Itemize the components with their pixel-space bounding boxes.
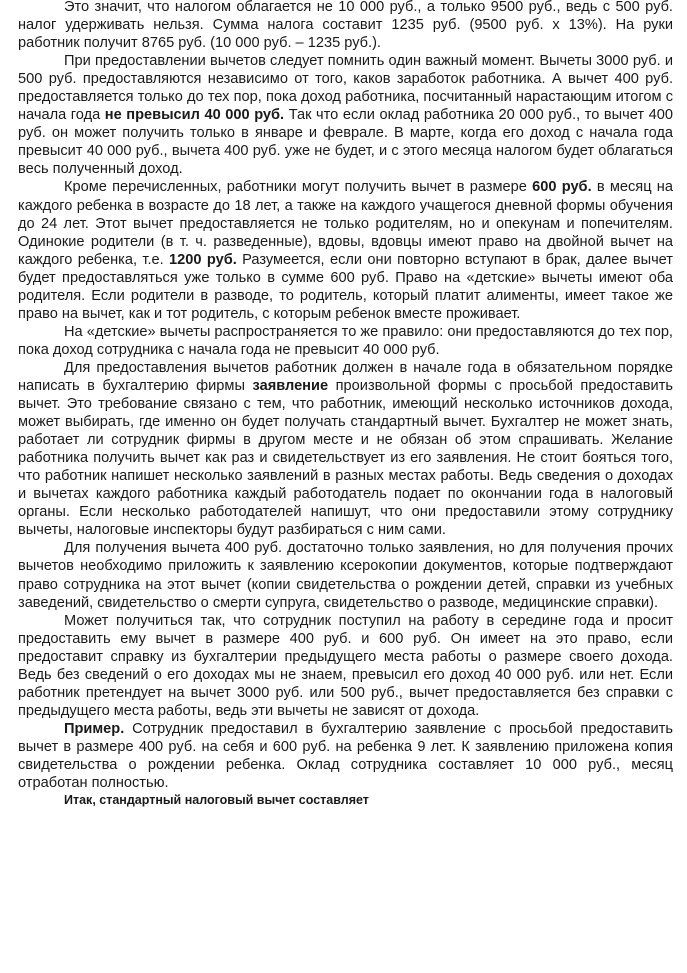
text-run: в месяц на каждого ребенка в возрасте до 18 лет, а также на каждого учащегося дневной формы обучения до 24 лет. Этот вычет предоставляется не только родителям, но и опекунам и попечителям. Одинокие родители (в т. ч. разведенные), вдовы, вдовцы имеют право на двойной вычет на каждого ребенка, т.е. [18, 179, 673, 268]
text-run: Для получения вычета 400 руб. достаточно только заявления, но для получения прочих вычетов необходимо приложить к заявлению ксерокопии документов, которые подтверждают право сотрудника на этот вычет (копии свидетельства о рождении детей, справки из учебных заведений, свидетельство о смерти супруга, свидетельство о разводе, медицинские справки). [18, 540, 673, 611]
bold-text-run: Пример. [64, 720, 125, 737]
paragraph [18, 612, 673, 720]
text-run: Может получиться так, что сотрудник поступил на работу в середине года и просит предоставить ему вычет в размере 400 руб. и 600 руб. Он имеет на это право, если предоставит справку из бухгалтерии предыдущего места работы о размере своего дохода. Ведь без сведений о его доходах мы не знаем, превысил его доход 40 000 руб. или нет. Если работник претендует на вычет 3000 руб. или 500 руб., вычет предоставляется без справки с предыдущего места работы, ведь эти вычеты не зависят от дохода. [18, 612, 673, 719]
text-run: Так что если оклад работника 20 000 руб., то вычет 400 руб. он может получить только в январе и феврале. В марте, когда его доход с начала года превысит 40 000 руб., вычета 400 руб. уже не будет, и с этого месяца налогом будет облагаться весь полученный доход. [18, 107, 673, 178]
text-run: произвольной формы с просьбой предоставить вычет. Это требование связано с тем, что работник, имеющий несколько источников дохода, может выбирать, где именно он будет получать стандартный вычет. Бухгалтер не может знать, работает ли сотрудник фирмы в другом месте и не обязан об этом спрашивать. Желание работника получить вычет как раз и свидетельствует из его заявления. Не стоит бояться того, что работник напишет несколько заявлений в разных местах работы. Ведь сведения о доходах и вычетах каждого работника каждый работодатель подает по окончании года в налоговый органы. Если несколько работодателей напишут, что они предоставили этому сотруднику вычеты, налоговые инспекторы будут разбираться с ним сами. [18, 377, 673, 539]
paragraph [18, 323, 673, 359]
document-body [18, 0, 673, 792]
text-run: При предоставлении вычетов следует помнить один важный момент. Вычеты 3000 руб. и 500 руб. предоставляются независимо от того, каков заработок работника. А вычет 400 руб. предоставляется только до тех пор, пока доход работника, посчитанный нарастающим итогом с начала года [18, 53, 673, 124]
paragraph [18, 720, 673, 792]
text-run: Это значит, что налогом облагается не 10 000 руб., а только 9500 руб., ведь с 500 руб. налог удерживать нельзя. Сумма налога составит 1235 руб. (9500 руб. х 13%). На руки работник получит 8765 руб. (10 000 руб. – 1235 руб.). [18, 0, 673, 52]
paragraph [18, 539, 673, 611]
bold-text-run: 600 руб. [532, 179, 592, 196]
text-run: Для предоставления вычетов работник должен в начале года в обязательном порядке написать в бухгалтерию фирмы [18, 359, 673, 394]
paragraph [18, 52, 673, 178]
text-run: Сотрудник предоставил в бухгалтерию заявление с просьбой предоставить вычет в размере 400 руб. на себя и 600 руб. на ребенка 9 лет. К заявлению приложена копия свидетельства о рождении ребенка. Оклад сотрудника составляет 10 000 руб., месяц отработан полностью. [18, 720, 673, 792]
text-run: На «детские» вычеты распространяется то же правило: они предоставляются до тех пор, пока доход сотрудника с начала года не превысит 40 000 руб. [18, 323, 673, 358]
text-run: Кроме перечисленных, работники могут получить вычет в размере [64, 179, 533, 196]
paragraph [18, 359, 673, 539]
bold-text-run: заявление [252, 377, 329, 394]
bold-text-run: не превысил 40 000 руб. [104, 107, 285, 124]
paragraph [18, 0, 673, 52]
text-run: Разумеется, если они повторно вступают в брак, далее вычет будет предоставляться уже только в сумме 600 руб. Право на «детские» вычеты имеют оба родителя. Если родители в разводе, то родитель, который платит алименты, имеет такое же право на вычет, как и тот родитель, с которым ребенок вместе проживает. [18, 251, 673, 322]
closing-line: Итак, стандартный налоговый вычет составляет [64, 793, 369, 808]
bold-text-run: 1200 руб. [169, 251, 237, 268]
paragraph [18, 178, 673, 322]
